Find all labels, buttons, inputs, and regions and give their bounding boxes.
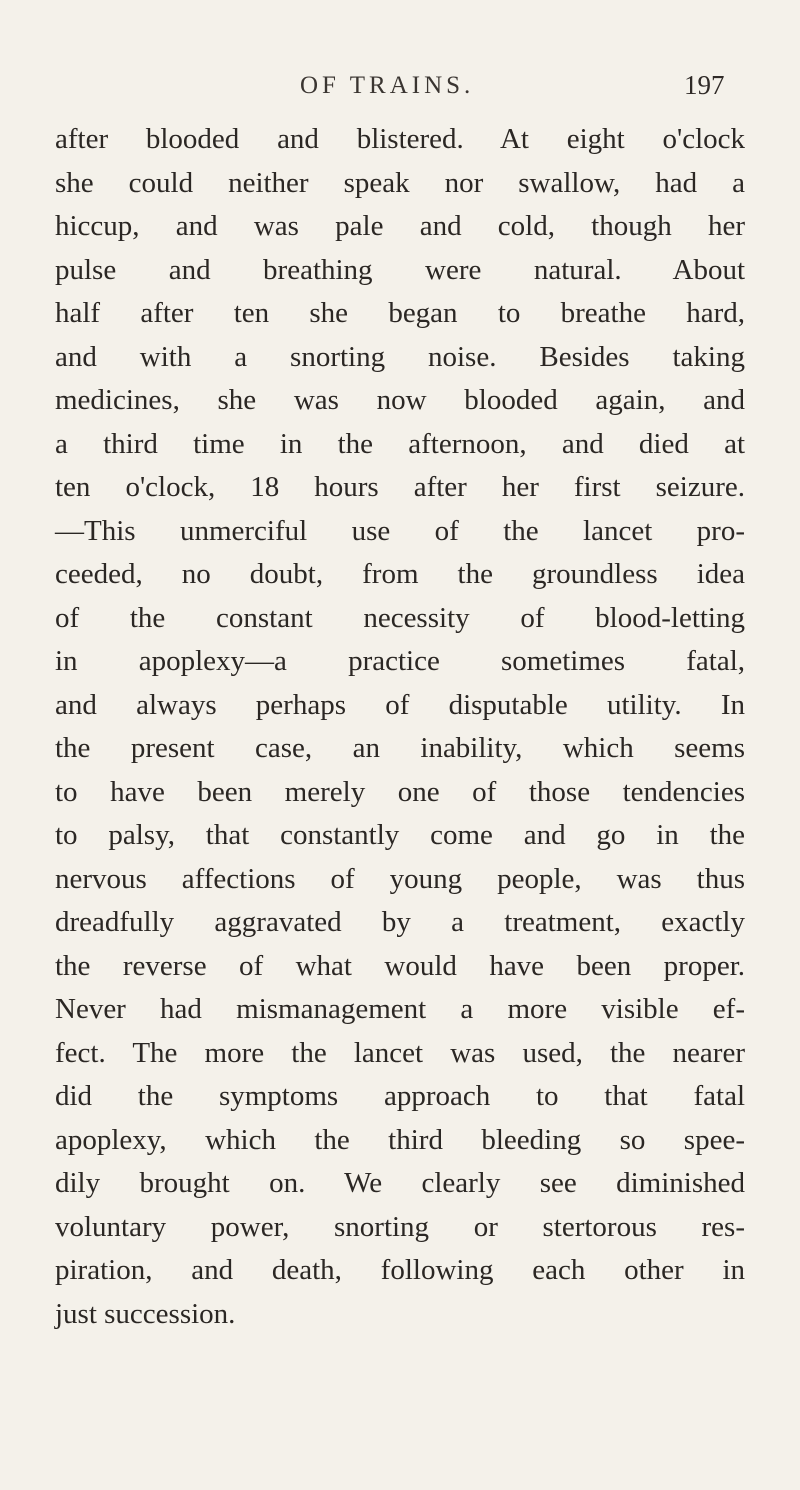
text-line: half after ten she began to breathe hard, [55, 297, 745, 329]
text-line: apoplexy, which the third bleeding so spee- [55, 1123, 745, 1156]
text-line: nervous affections of young people, was thus [55, 862, 745, 895]
text-line: fect. The more the lancet was used, the nearer [55, 1036, 745, 1069]
text-line: the present case, an inability, which seems [55, 732, 745, 764]
running-head: OF TRAINS. [300, 72, 475, 99]
text-line: a third time in the afternoon, and died at [55, 427, 745, 460]
text-line: and with a snorting noise. Besides taking [55, 340, 745, 373]
text-line: ten o'clock, 18 hours after her first seizure. [55, 471, 745, 503]
text-line: ceeded, no doubt, from the groundless idea [55, 558, 745, 590]
text-line: piration, and death, following each other in [55, 1254, 745, 1286]
text-line: did the symptoms approach to that fatal [55, 1080, 745, 1112]
text-line: to have been merely one of those tendencies [55, 775, 745, 808]
text-line: hiccup, and was pale and cold, though her [55, 210, 745, 242]
text-line: dily brought on. We clearly see diminished [55, 1167, 745, 1199]
text-line: she could neither speak nor swallow, had a [55, 166, 745, 199]
text-line: and always perhaps of disputable utility. In [55, 688, 745, 721]
text-line: of the constant necessity of blood-letting [55, 601, 745, 634]
text-line: in apoplexy—a practice sometimes fatal, [55, 645, 745, 677]
body-text [55, 118, 745, 1336]
text-line: after blooded and blistered. At eight o'clock [55, 123, 745, 155]
text-line: —This unmerciful use of the lancet pro- [55, 514, 745, 547]
text-line: the reverse of what would have been proper. [55, 949, 745, 982]
text-line: just succession. [55, 1297, 236, 1330]
text-line: medicines, she was now blooded again, and [55, 384, 745, 416]
text-line: to palsy, that constantly come and go in the [55, 819, 745, 851]
text-line: voluntary power, snorting or stertorous res- [55, 1210, 745, 1243]
page-number: 197 [684, 70, 725, 100]
text-line: Never had mismanagement a more visible ef- [55, 993, 745, 1025]
text-line: pulse and breathing were natural. About [55, 253, 745, 286]
text-line: dreadfully aggravated by a treatment, exactly [55, 906, 745, 938]
